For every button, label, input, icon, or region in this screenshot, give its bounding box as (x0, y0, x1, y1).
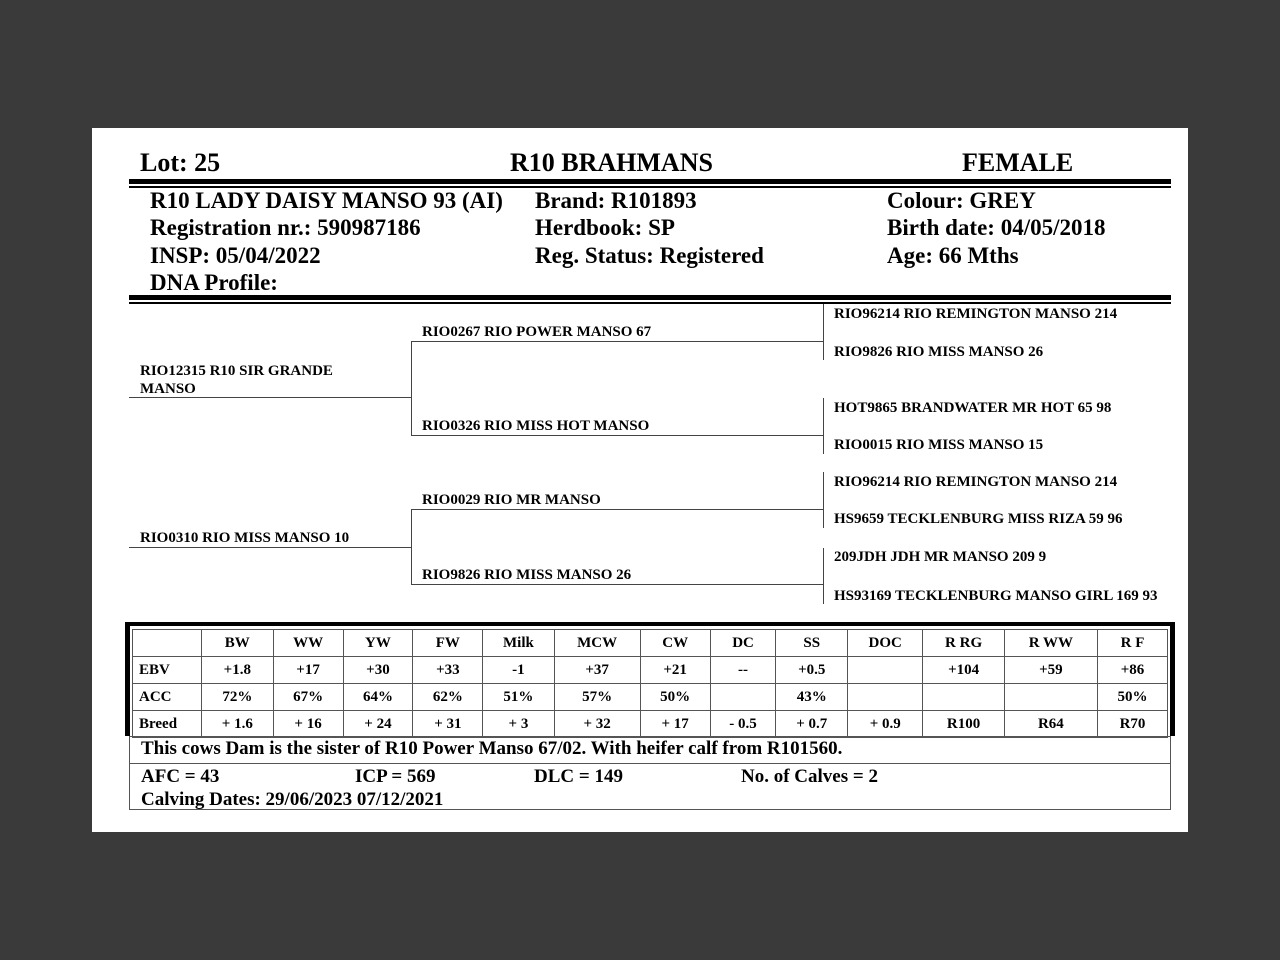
pedigree-ggp-1: RIO96214 RIO REMINGTON MANSO 214 (834, 306, 1118, 322)
acc-cell: 51% (483, 684, 554, 711)
birth-date: Birth date: 04/05/2018 (887, 215, 1106, 240)
acc-cell: 67% (273, 684, 343, 711)
acc-cell: 72% (202, 684, 274, 711)
breed-cell: + 32 (554, 711, 640, 738)
pedigree-sire-dam-line (411, 435, 823, 436)
pedigree-ggp-8: HS93169 TECKLENBURG MANSO GIRL 169 93 (834, 588, 1158, 604)
ebv-row (133, 657, 1168, 684)
insp-date: INSP: 05/04/2022 (150, 243, 321, 268)
breed-cell: - 0.5 (710, 711, 776, 738)
icp-value: ICP = 569 (355, 766, 436, 787)
pedigree-dam-connector (411, 509, 412, 584)
ebv-cell: -- (710, 657, 776, 684)
dlc-value: DLC = 149 (534, 766, 623, 787)
pedigree-dam-line (129, 547, 411, 548)
ebv-header-cell: DOC (848, 630, 923, 657)
breed-cell: R100 (923, 711, 1004, 738)
breed-cell: + 31 (413, 711, 483, 738)
ebv-cell: +37 (554, 657, 640, 684)
pedigree-ggp-6: HS9659 TECKLENBURG MISS RIZA 59 96 (834, 511, 1123, 527)
pedigree-ggp-connector-3 (823, 472, 824, 528)
info-rule-thick (129, 295, 1171, 300)
ebv-header-cell: DC (710, 630, 776, 657)
ebv-header-row (133, 630, 1168, 657)
breed-cell: + 16 (273, 711, 343, 738)
ebv-frame-left (125, 622, 130, 736)
acc-cell: 50% (640, 684, 710, 711)
breed-cell: + 24 (343, 711, 413, 738)
ebv-header-cell: WW (273, 630, 343, 657)
acc-cell (710, 684, 776, 711)
ebv-cell: +1.8 (202, 657, 274, 684)
registration-number: Registration nr.: 590987186 (150, 215, 421, 240)
ebv-cell: +17 (273, 657, 343, 684)
ebv-cell: EBV (133, 657, 202, 684)
acc-cell: 62% (413, 684, 483, 711)
breed-cell: + 17 (640, 711, 710, 738)
ebv-header-cell: R F (1097, 630, 1167, 657)
pedigree-sire-dam: RIO0326 RIO MISS HOT MANSO (422, 418, 650, 434)
pedigree-ggp-7: 209JDH JDH MR MANSO 209 9 (834, 549, 1047, 565)
info-rule-thin (129, 302, 1171, 304)
notes-comment: This cows Dam is the sister of R10 Power Manso 67/02. With heifer calf from R101560. (141, 738, 843, 759)
acc-row (133, 684, 1168, 711)
breed-row (133, 711, 1168, 738)
ebv-cell: +33 (413, 657, 483, 684)
breed-cell: + 0.7 (776, 711, 848, 738)
ebv-frame-top (125, 622, 1175, 626)
dna-profile: DNA Profile: (150, 270, 278, 295)
acc-cell (1004, 684, 1097, 711)
pedigree-ggp-5: RIO96214 RIO REMINGTON MANSO 214 (834, 474, 1118, 490)
ebv-header-cell: MCW (554, 630, 640, 657)
ebv-cell: +0.5 (776, 657, 848, 684)
pedigree-ggp-connector-1 (823, 304, 824, 360)
ebv-header-cell (133, 630, 202, 657)
ebv-frame-right (1170, 622, 1175, 736)
herdbook: Herdbook: SP (535, 215, 675, 240)
ebv-cell: +21 (640, 657, 710, 684)
lot-number: Lot: 25 (140, 148, 221, 177)
pedigree-dam: RIO0310 RIO MISS MANSO 10 (140, 530, 350, 546)
breed-cell: + 0.9 (848, 711, 923, 738)
brand: Brand: R101893 (535, 188, 697, 213)
pedigree-ggp-2: RIO9826 RIO MISS MANSO 26 (834, 344, 1044, 360)
pedigree-sire: RIO12315 R10 SIR GRANDE MANSO (140, 363, 333, 397)
acc-cell (923, 684, 1004, 711)
age: Age: 66 Mths (887, 243, 1019, 268)
acc-cell (848, 684, 923, 711)
stud-name: R10 BRAHMANS (510, 148, 713, 177)
colour: Colour: GREY (887, 188, 1036, 213)
pedigree-sire-sire: RIO0267 RIO POWER MANSO 67 (422, 324, 652, 340)
pedigree-ggp-connector-4 (823, 548, 824, 604)
ebv-header-cell: R WW (1004, 630, 1097, 657)
pedigree-sire-sire-line (411, 341, 823, 342)
ebv-cell: +59 (1004, 657, 1097, 684)
ebv-table (132, 629, 1168, 738)
acc-cell: 43% (776, 684, 848, 711)
ebv-cell (848, 657, 923, 684)
ebv-cell: +104 (923, 657, 1004, 684)
breed-cell: R64 (1004, 711, 1097, 738)
pedigree-dam-sire: RIO0029 RIO MR MANSO (422, 492, 601, 508)
ebv-header-cell: SS (776, 630, 848, 657)
pedigree-dam-dam: RIO9826 RIO MISS MANSO 26 (422, 567, 632, 583)
breed-cell: Breed (133, 711, 202, 738)
acc-cell: 57% (554, 684, 640, 711)
calving-dates: Calving Dates: 29/06/2023 07/12/2021 (141, 789, 444, 810)
breed-cell: + 3 (483, 711, 554, 738)
pedigree-ggp-3: HOT9865 BRANDWATER MR HOT 65 98 (834, 400, 1112, 416)
pedigree-ggp-connector-2 (823, 398, 824, 454)
ebv-header-cell: R RG (923, 630, 1004, 657)
notes-box (129, 736, 1171, 810)
notes-divider (130, 763, 1170, 764)
ebv-cell: -1 (483, 657, 554, 684)
ebv-header-cell: CW (640, 630, 710, 657)
ebv-cell: +86 (1097, 657, 1167, 684)
acc-cell: 64% (343, 684, 413, 711)
afc-value: AFC = 43 (141, 766, 220, 787)
ebv-cell: +30 (343, 657, 413, 684)
pedigree-sire-line (129, 397, 411, 398)
acc-cell: ACC (133, 684, 202, 711)
calves-count: No. of Calves = 2 (741, 766, 878, 787)
ebv-header-cell: BW (202, 630, 274, 657)
pedigree-dam-sire-line (411, 509, 823, 510)
animal-name: R10 LADY DAISY MANSO 93 (AI) (150, 188, 503, 213)
ebv-header-cell: YW (343, 630, 413, 657)
ebv-header-cell: FW (413, 630, 483, 657)
breed-cell: + 1.6 (202, 711, 274, 738)
acc-cell: 50% (1097, 684, 1167, 711)
pedigree-dam-dam-line (411, 584, 823, 585)
ebv-header-cell: Milk (483, 630, 554, 657)
pedigree-sire-connector (411, 341, 412, 436)
pedigree-ggp-4: RIO0015 RIO MISS MANSO 15 (834, 437, 1044, 453)
breed-cell: R70 (1097, 711, 1167, 738)
reg-status: Reg. Status: Registered (535, 243, 764, 268)
catalogue-card (92, 128, 1188, 832)
header-rule-thick (129, 179, 1171, 184)
sex-label: FEMALE (962, 148, 1074, 177)
